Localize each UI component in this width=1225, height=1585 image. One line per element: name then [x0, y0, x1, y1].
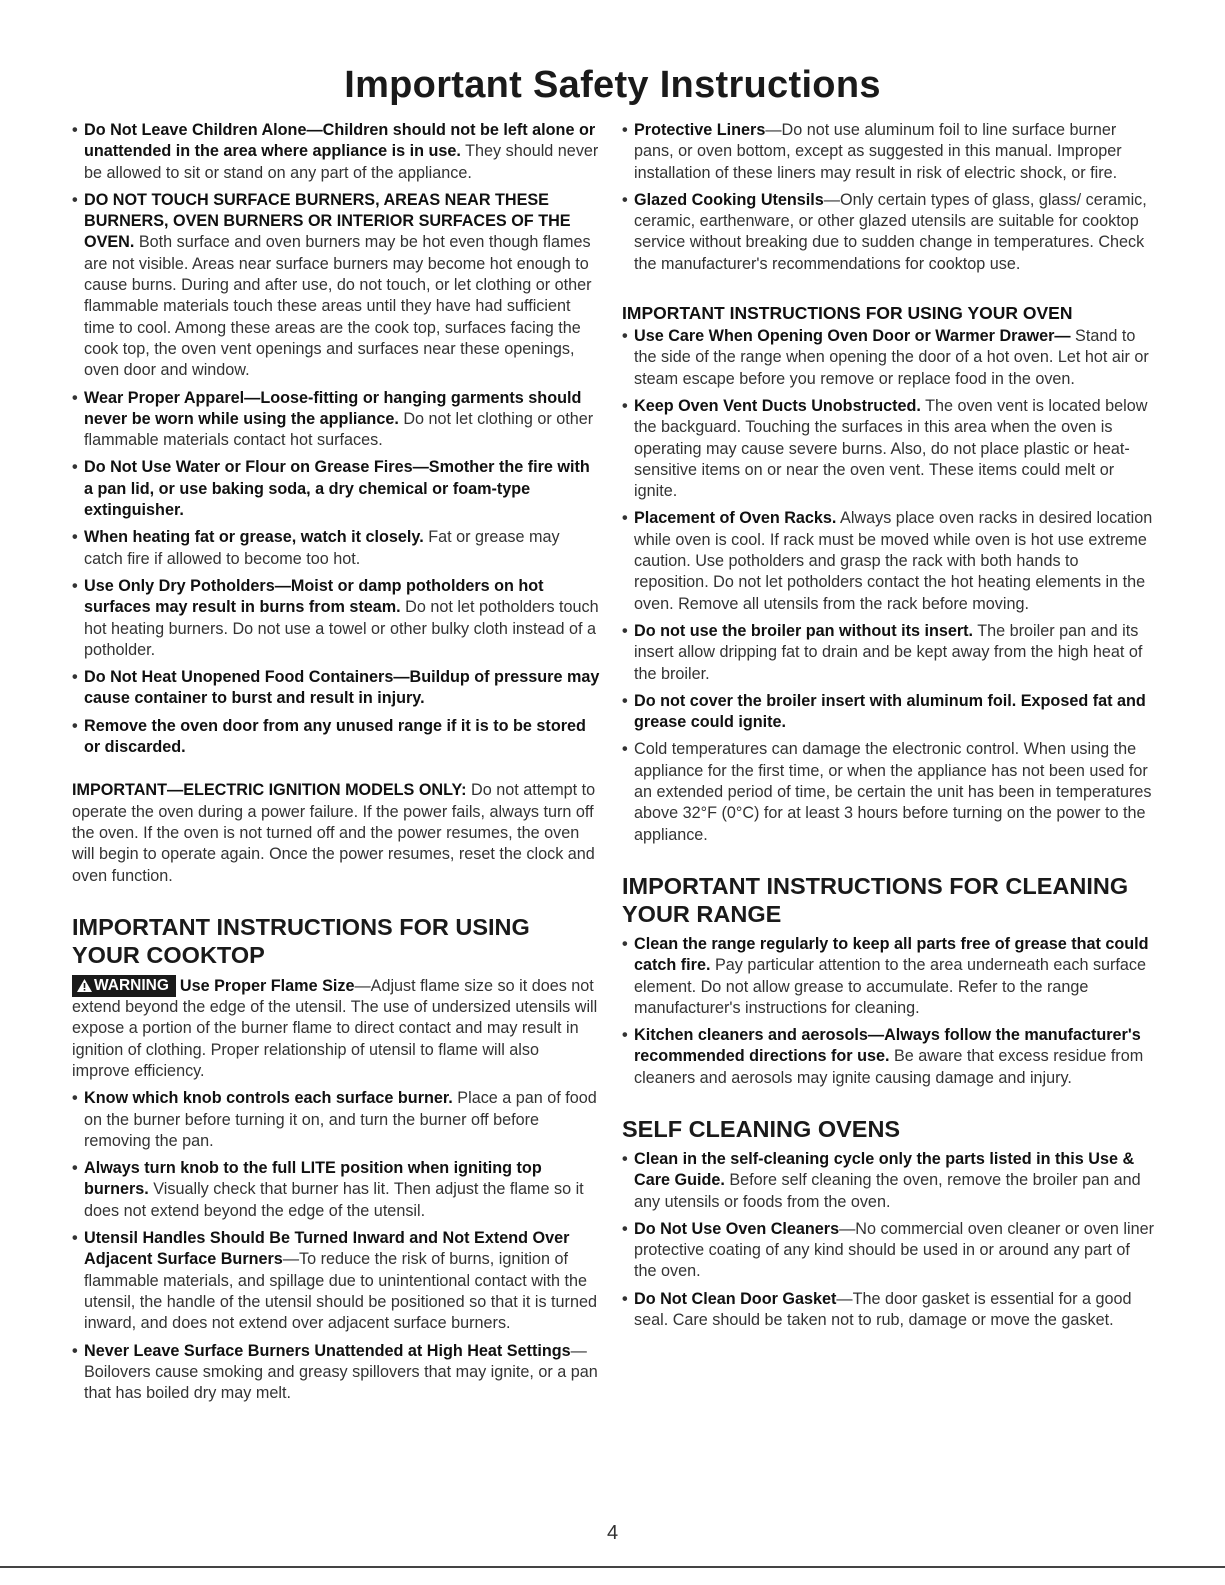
list-item: [622, 120, 1154, 184]
list-item: [72, 190, 600, 382]
item-bold: Do Not Clean Door Gasket: [634, 1289, 837, 1308]
item-text: —The door gasket is essential for a good seal. Care should be taken not to rub, damage or move the gasket.: [634, 1289, 1132, 1330]
list-item: [622, 739, 1154, 845]
item-text: Cold temperatures can damage the electronic control. When using the appliance for the first time, or when the appliance has not been used for an extended period of time, be certain the unit has been in temperatures above 32°F (0°C) for at least 3 hours before turning on the power to the appliance.: [634, 740, 1152, 844]
bullet-glyph: •: [72, 121, 78, 139]
footer-divider: [0, 1566, 1225, 1568]
item-bold: Utensil Handles Should Be Turned Inward and Not Extend Over Adjacent Surface Burners: [84, 1229, 570, 1269]
list-item: [72, 1088, 600, 1152]
bullet-glyph: •: [622, 396, 628, 415]
self-cleaning-list: [622, 1149, 1154, 1331]
right-safety-list: [622, 120, 1154, 275]
bullet-glyph: •: [622, 621, 628, 640]
item-text: —Only certain types of glass, glass/ ceramic, ceramic, earthenware, or other glazed utensils are suitable for cooktop service without breaking due to sudden change in temperatures. Check the manufacturer's recommendations for cooktop use.: [634, 190, 1147, 273]
item-text: Before self cleaning the oven, remove the broiler pan and any utensils or foods from the oven.: [634, 1171, 1141, 1211]
cooktop-list: [72, 1088, 600, 1404]
electric-ignition-note: [72, 780, 600, 886]
list-item: [622, 396, 1154, 502]
item-text: —Boilovers cause smoking and greasy spillovers that may ignite, or a pan that has boiled dry may melt.: [84, 1341, 598, 1403]
item-bold: Use Only Dry Potholders—Moist or damp potholders on hot surfaces may result in burns from steam.: [84, 576, 544, 617]
item-bold: Keep Oven Vent Ducts Unobstructed.: [634, 396, 921, 415]
list-item: [622, 508, 1154, 614]
item-bold: Do Not Use Oven Cleaners: [634, 1219, 840, 1238]
item-bold: Do Not Use Water or Flour on Grease Fires—Smother the fire with a pan lid, or use baking soda, a dry chemical or foam-type extinguisher.: [84, 458, 590, 520]
right-column: [622, 120, 1154, 1337]
item-bold: Do not use the broiler pan without its insert.: [634, 621, 974, 640]
warning-text: —Adjust flame size so it does not extend beyond the edge of the utensil. The use of undersized utensils will expose a portion of the burner flame to direct contact and may result in ignition of clothing. Proper relationship of utensil to flame will also improve efficiency.: [72, 976, 598, 1080]
bullet-glyph: •: [72, 1341, 78, 1360]
bullet-glyph: •: [622, 327, 628, 346]
bullet-glyph: •: [72, 1089, 78, 1108]
item-text: The oven vent is located below the backguard. Touching the surfaces in this area when the oven is operating may cause severe burns. Also, do not place plastic or heat-sensitive items on or near the oven vent. These items could melt or ignite.: [634, 396, 1148, 501]
cooktop-warning-paragraph: [72, 975, 600, 1082]
item-text: Always place oven racks in desired location while oven is cool. If rack must be moved while oven is hot use extreme caution. Use potholders and grasp the rack with both hands to reposition. Do not let potholders contact the hot heating elements in the oven. Remove all utensils from the rack before moving.: [634, 509, 1153, 613]
item-bold: Never Leave Surface Burners Unattended at High Heat Settings: [84, 1341, 571, 1360]
item-text: Do not let clothing or other flammable materials contact hot surfaces.: [84, 409, 594, 450]
bullet-glyph: •: [622, 740, 628, 759]
list-item: [622, 1149, 1154, 1213]
bullet-glyph: •: [72, 716, 78, 735]
bullet-glyph: •: [622, 190, 628, 209]
page-title: Important Safety Instructions: [344, 64, 881, 106]
item-bold: Placement of Oven Racks.: [634, 509, 837, 528]
item-text: Stand to the side of the range when opening the door of a hot oven. Let hot air or steam escape before you remove or replace food in the oven.: [634, 327, 1149, 388]
left-safety-list: [72, 120, 600, 758]
item-text: Do not let potholders touch hot heating burners. Do not use a towel or other bulky cloth instead of a potholder.: [84, 598, 599, 659]
list-item: [72, 667, 600, 710]
item-text: Fat or grease may catch fire if allowed to become too hot.: [84, 528, 560, 568]
item-bold: Glazed Cooking Utensils: [634, 190, 824, 209]
item-bold: Always turn knob to the full LITE position when igniting top burners.: [84, 1159, 542, 1199]
bullet-glyph: •: [622, 1026, 628, 1045]
list-item: [622, 934, 1154, 1019]
item-bold: Do Not Leave Children Alone—Children should not be left alone or unattended in the area where appliance is in use.: [84, 121, 596, 161]
page-number: 4: [606, 1522, 619, 1544]
bullet-glyph: •: [72, 190, 78, 209]
item-bold: Use Care When Opening Oven Door or Warmer Drawer—: [634, 327, 1071, 346]
warning-triangle-icon: [76, 978, 93, 993]
list-item: [622, 1289, 1154, 1332]
list-item: [72, 716, 600, 759]
oven-list: [622, 326, 1154, 846]
bullet-glyph: •: [622, 121, 628, 139]
bullet-glyph: •: [622, 1149, 628, 1168]
cleaning-heading: IMPORTANT INSTRUCTIONS FOR CLEANING YOUR RANGE: [622, 872, 1129, 927]
item-text: They should never be allowed to sit or stand on any part of the appliance.: [84, 142, 599, 182]
list-item: [72, 527, 600, 570]
item-bold: Clean the range regularly to keep all parts free of grease that could catch fire.: [634, 934, 1149, 975]
item-text: Both surface and oven burners may be hot even though flames are not visible. Areas near surface burners may become hot enough to cause burns. During and after use, do not touch, or let clothing or other flammable materials touch these areas until they have had sufficient time to cool. Among these areas are the cook top, surfaces facing the cook top, the oven vent openings and surfaces near these openings, oven door and window.: [84, 233, 592, 380]
item-text: Place a pan of food on the burner before turning it on, and turn the burner off before removing the pan.: [84, 1089, 597, 1150]
bullet-glyph: •: [72, 576, 78, 595]
list-item: [622, 691, 1154, 734]
item-bold: Kitchen cleaners and aerosols—Always follow the manufacturer's recommended directions for use.: [634, 1026, 1141, 1066]
bullet-glyph: •: [622, 691, 628, 710]
bullet-glyph: •: [622, 1289, 628, 1308]
item-text: Be aware that excess residue from cleaners and aerosols may ignite causing damage and injury.: [634, 1047, 1144, 1087]
list-item: [72, 457, 600, 521]
bullet-glyph: •: [72, 528, 78, 547]
electric-note-bold: IMPORTANT—ELECTRIC IGNITION MODELS ONLY:: [72, 781, 467, 800]
left-column: [72, 120, 600, 1410]
bullet-glyph: •: [622, 509, 628, 528]
electric-note-text: Do not attempt to operate the oven during a power failure. If the power fails, always turn off the oven. If the oven is not turned off and the power resumes, the oven will begin to operate again. Once the power resumes, reset the clock and oven function.: [72, 781, 596, 885]
item-bold: Do Not Heat Unopened Food Containers—Buildup of pressure may cause container to burst and result in injury.: [84, 668, 600, 708]
bullet-glyph: •: [72, 668, 78, 687]
bullet-glyph: •: [72, 458, 78, 477]
list-item: [622, 326, 1154, 390]
item-text: The broiler pan and its insert allow dripping fat to drain and be kept away from the high heat of the broiler.: [634, 621, 1143, 683]
list-item: [622, 1219, 1154, 1283]
bullet-glyph: •: [72, 388, 78, 407]
item-text: —Do not use aluminum foil to line surface burner pans, or oven bottom, except as suggested in this manual. Improper installation of these liners may result in risk of electric shock, or fire.: [634, 121, 1122, 182]
bullet-glyph: •: [622, 934, 628, 953]
list-item: [622, 190, 1154, 275]
warning-bold: Use Proper Flame Size: [179, 976, 355, 995]
item-bold: Wear Proper Apparel—Loose-fitting or hanging garments should never be worn while using the appliance.: [84, 388, 582, 428]
bullet-glyph: •: [622, 1219, 628, 1238]
list-item: [72, 1228, 600, 1334]
item-bold: Clean in the self-cleaning cycle only the parts listed in this Use & Care Guide.: [634, 1149, 1135, 1190]
item-bold: Remove the oven door from any unused range if it is to be stored or discarded.: [84, 716, 586, 757]
item-bold: Do not cover the broiler insert with aluminum foil. Exposed fat and grease could ignite.: [634, 691, 1146, 732]
list-item: [72, 1341, 600, 1405]
list-item: [72, 120, 600, 184]
self-cleaning-heading: SELF CLEANING OVENS: [622, 1115, 901, 1142]
list-item: [72, 576, 600, 661]
list-item: [622, 621, 1154, 685]
item-bold: Know which knob controls each surface burner.: [84, 1089, 453, 1108]
cooktop-heading: IMPORTANT INSTRUCTIONS FOR USING YOUR COOKTOP: [72, 913, 530, 968]
item-bold: When heating fat or grease, watch it closely.: [84, 528, 424, 547]
warning-label: [72, 975, 176, 997]
item-text: —No commercial oven cleaner or oven liner protective coating of any kind should be used in or around any part of the oven.: [634, 1219, 1154, 1281]
item-text: Visually check that burner has lit. Then adjust the flame so it does not extend beyond the edge of the utensil.: [84, 1180, 584, 1220]
oven-heading: IMPORTANT INSTRUCTIONS FOR USING YOUR OVEN: [622, 303, 1073, 324]
list-item: [72, 1158, 600, 1222]
cleaning-list: [622, 934, 1154, 1089]
list-item: [72, 388, 600, 452]
item-text: —To reduce the risk of burns, ignition of flammable materials, and spillage due to unintentional contact with the utensil, the handle of the utensil should be positioned so that it is turned inward, and does not extend over adjacent surface burners.: [84, 1250, 597, 1333]
item-bold: Protective Liners: [634, 121, 766, 139]
item-bold: DO NOT TOUCH SURFACE BURNERS, AREAS NEAR THESE BURNERS, OVEN BURNERS OR INTERIOR SURFACES OF THE OVEN.: [84, 190, 571, 252]
warning-label-text: WARNING: [94, 976, 169, 994]
list-item: [622, 1025, 1154, 1089]
bullet-glyph: •: [72, 1159, 78, 1178]
item-text: Pay particular attention to the area underneath each surface element. Do not allow grease to accumulate. Refer to the range manufacturer's instructions for cleaning.: [634, 956, 1147, 1017]
bullet-glyph: •: [72, 1229, 78, 1248]
